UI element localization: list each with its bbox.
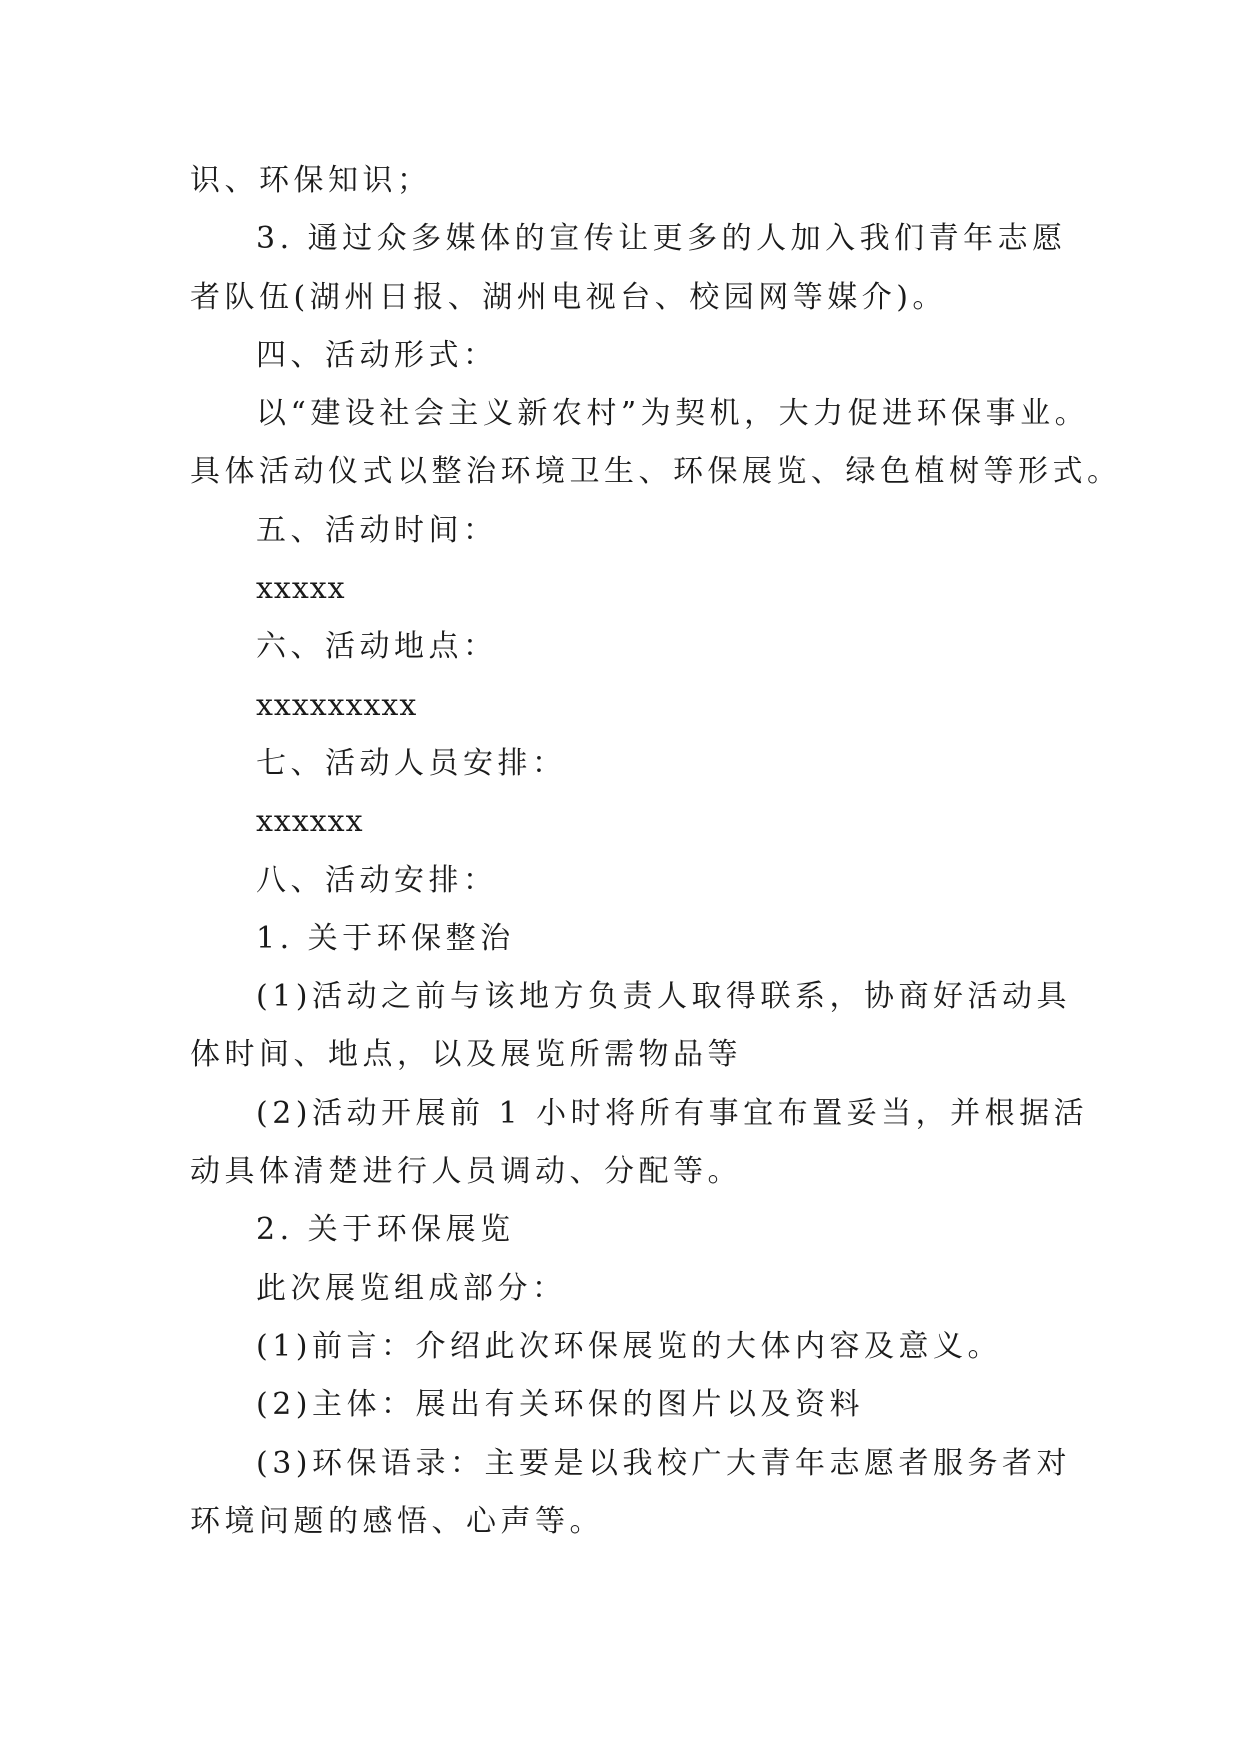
placeholder-text: xxxxxxxxx bbox=[256, 687, 418, 723]
list-item-line: 动具体清楚进行人员调动、分配等。 bbox=[190, 1154, 742, 1190]
section-heading: 五、活动时间： bbox=[256, 512, 498, 548]
section-heading: 六、活动地点： bbox=[256, 629, 498, 665]
list-item-line: (2)活动开展前 1 小时将所有事宜布置妥当，并根据活 bbox=[256, 1095, 1089, 1131]
paragraph-line: 者队伍(湖州日报、湖州电视台、校园网等媒介)。 bbox=[190, 279, 947, 315]
list-item-line: (3)环保语录：主要是以我校广大青年志愿者服务者对 bbox=[256, 1445, 1071, 1481]
paragraph-line: 具体活动仪式以整治环境卫生、环保展览、绿色植树等形式。 bbox=[190, 454, 1122, 490]
list-item-line: 体时间、地点，以及展览所需物品等 bbox=[190, 1037, 742, 1073]
paragraph-line: 以“建设社会主义新农村”为契机，大力促进环保事业。 bbox=[256, 396, 1090, 432]
subsection-heading: 1. 关于环保整治 bbox=[256, 920, 515, 956]
list-item-line: 环境问题的感悟、心声等。 bbox=[190, 1503, 604, 1539]
paragraph-line: 3. 通过众多媒体的宣传让更多的人加入我们青年志愿 bbox=[256, 221, 1067, 257]
placeholder-text: xxxxx bbox=[256, 571, 346, 607]
placeholder-text: xxxxxx bbox=[256, 804, 364, 840]
paragraph-line: 此次展览组成部分： bbox=[256, 1270, 567, 1306]
section-heading: 八、活动安排： bbox=[256, 862, 498, 898]
section-heading: 四、活动形式： bbox=[256, 337, 498, 373]
section-heading: 七、活动人员安排： bbox=[256, 745, 567, 781]
subsection-heading: 2. 关于环保展览 bbox=[256, 1212, 515, 1248]
document-body bbox=[190, 152, 1122, 1551]
paragraph-line: 识、环保知识； bbox=[190, 163, 432, 198]
list-item-line: (1)前言：介绍此次环保展览的大体内容及意义。 bbox=[256, 1328, 1002, 1364]
list-item-line: (1)活动之前与该地方负责人取得联系，协商好活动具 bbox=[256, 979, 1071, 1015]
list-item-line: (2)主体：展出有关环保的图片以及资料 bbox=[256, 1387, 864, 1423]
